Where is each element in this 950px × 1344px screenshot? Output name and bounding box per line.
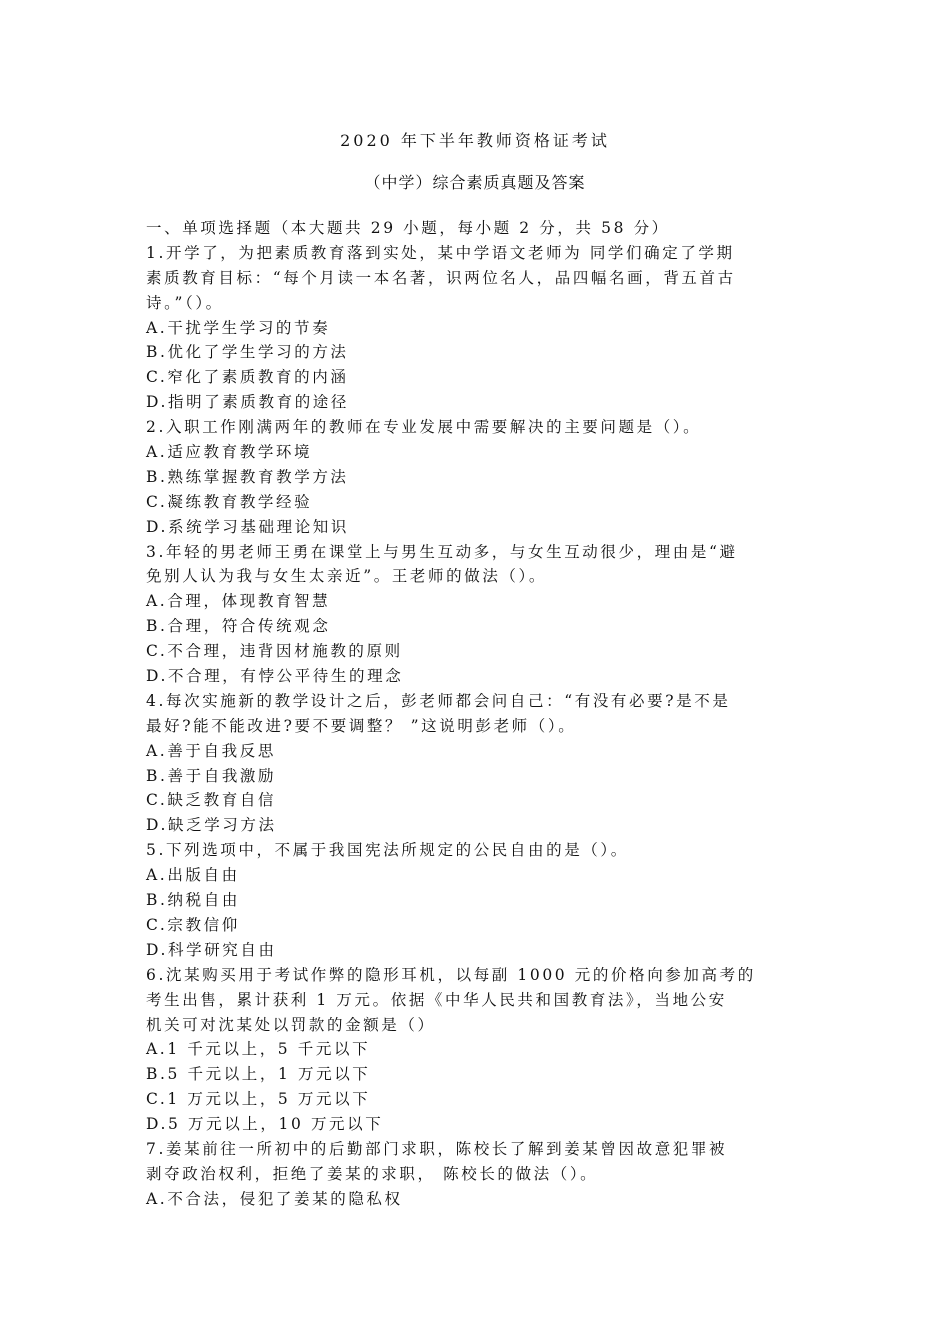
text-line: A.善于自我反思 <box>146 741 276 760</box>
text-line: 7.姜某前往一所初中的后勤部门求职，陈校长了解到姜某曾因故意犯罪被 <box>146 1139 728 1158</box>
text-line: 免别人认为我与女生太亲近”。王老师的做法（）。 <box>146 567 547 586</box>
text-line: A.1 千元以上，5 千元以下 <box>146 1040 371 1059</box>
text-line: D.缺乏学习方法 <box>146 816 277 835</box>
document-subtitle: （中学）综合素质真题及答案 <box>364 173 586 192</box>
section-heading: 一、单项选择题（本大题共 29 小题，每小题 2 分，共 58 分） <box>146 219 670 237</box>
text-line: D.系统学习基础理论知识 <box>146 517 350 536</box>
text-line: 考生出售，累计获利 1 万元。依据《中华人民共和国教育法》，当地公安 <box>146 990 727 1009</box>
text-line: B.合理，符合传统观念 <box>146 617 331 636</box>
text-line: C.缺乏教育自信 <box>146 791 277 810</box>
text-line: 诗。”（）。 <box>146 293 224 312</box>
text-line: A.不合法，侵犯了姜某的隐私权 <box>146 1189 403 1208</box>
text-line: 3.年轻的男老师王勇在课堂上与男生互动多，与女生互动很少，理由是“避 <box>146 542 738 561</box>
text-line: 1.开学了，为把素质教育落到实处，某中学语文老师为 同学们确定了学期 <box>146 243 735 262</box>
text-line: A.干扰学生学习的节奏 <box>146 318 331 337</box>
text-line: C.不合理，违背因材施教的原则 <box>146 642 403 661</box>
text-line: 剥夺政治权利，拒绝了姜某的求职， 陈校长的做法（）。 <box>146 1164 599 1183</box>
text-line: C.窄化了素质教育的内涵 <box>146 368 349 387</box>
text-line: D.指明了素质教育的途径 <box>146 393 350 412</box>
text-line: 4.每次实施新的教学设计之后，彭老师都会问自己：“有没有必要?是不是 <box>146 691 731 710</box>
text-line: C.宗教信仰 <box>146 915 240 934</box>
text-line: D.不合理，有悖公平待生的理念 <box>146 667 404 686</box>
text-line: B.善于自我激励 <box>146 766 277 785</box>
text-line: B.熟练掌握教育教学方法 <box>146 467 349 486</box>
text-line: D.科学研究自由 <box>146 940 277 959</box>
text-line: B.5 千元以上，1 万元以下 <box>146 1065 371 1084</box>
text-line: A.出版自由 <box>146 866 240 885</box>
text-line: B.优化了学生学习的方法 <box>146 343 349 362</box>
text-line: B.纳税自由 <box>146 891 240 910</box>
text-line: 机关可对沈某处以罚款的金额是（） <box>146 1015 436 1034</box>
text-line: 素质教育目标：“每个月读一本名著，识两位名人，品四幅名画，背五首古 <box>146 268 736 287</box>
document-body <box>146 216 806 1212</box>
text-line: 6.沈某购买用于考试作弊的隐形耳机，以每副 1000 元的价格向参加高考的 <box>146 965 756 984</box>
text-line: A.合理，体现教育智慧 <box>146 592 331 611</box>
text-line: 2.入职工作刚满两年的教师在专业发展中需要解决的主要问题是（）。 <box>146 418 702 437</box>
text-line: 5.下列选项中，不属于我国宪法所规定的公民自由的是（）。 <box>146 841 629 860</box>
text-line: 最好?能不能改进?要不要调整？ ”这说明彭老师（）。 <box>146 716 577 735</box>
text-line: C.1 万元以上，5 万元以下 <box>146 1090 371 1109</box>
text-line: A.适应教育教学环境 <box>146 443 313 462</box>
text-line: D.5 万元以上，10 万元以下 <box>146 1115 384 1134</box>
document-title: 2020 年下半年教师资格证考试 <box>340 131 610 150</box>
text-line: C.凝练教育教学经验 <box>146 492 313 511</box>
